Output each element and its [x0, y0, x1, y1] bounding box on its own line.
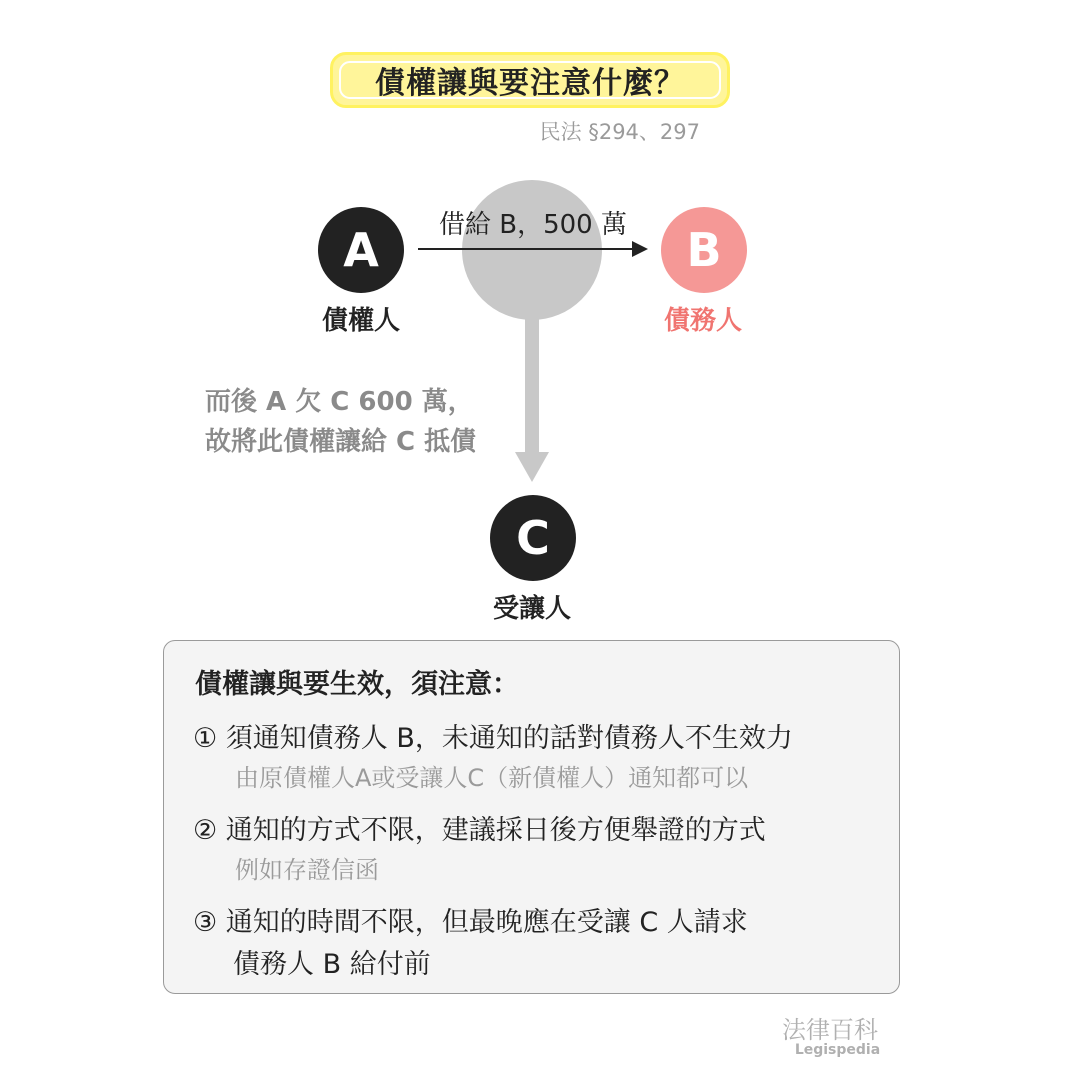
node-a-creditor	[318, 207, 404, 293]
notes-box-title: 債權讓與要生效，須注意：	[195, 669, 519, 700]
node-b-debtor	[661, 207, 747, 293]
note-item-3: ③ 通知的時間不限，但最晚應在受讓 C 人請求	[193, 907, 748, 938]
node-c-letter: C	[516, 511, 550, 565]
node-b-label: 債務人	[663, 306, 742, 336]
node-a-letter: A	[343, 223, 379, 277]
title-banner	[330, 52, 730, 108]
transfer-arrow-stem	[525, 318, 539, 454]
note-item-2: ② 通知的方式不限，建議採日後方便舉證的方式	[193, 815, 766, 846]
node-c-label: 受讓人	[492, 594, 571, 624]
transfer-note-line1: 而後 A 欠 C 600 萬，	[205, 387, 474, 417]
note-item-3-continued: 債務人 B 給付前	[233, 949, 431, 980]
page-title: 債權讓與要注意什麼？	[375, 66, 685, 101]
loan-arrow-head	[632, 241, 648, 257]
debt-claim-circle	[462, 180, 602, 320]
transfer-arrow-head	[515, 452, 549, 482]
note-item-1-sub: 由原債權人A或受讓人C（新債權人）通知都可以	[235, 764, 749, 792]
loan-arrow-line	[418, 248, 638, 250]
note-item-1: ① 須通知債務人 B，未通知的話對債務人不生效力	[193, 723, 793, 754]
node-b-letter: B	[686, 223, 722, 277]
node-c-assignee	[490, 495, 576, 581]
brand-logo-text: 法律百科	[782, 1016, 878, 1044]
transfer-note-line2: 故將此債權讓給 C 抵債	[205, 427, 477, 457]
note-item-2-sub: 例如存證信函	[235, 856, 379, 884]
legal-reference: 民法 §294、297	[539, 120, 700, 144]
transfer-note	[205, 382, 476, 462]
brand-logo-subtext: Legispedia	[794, 1042, 881, 1058]
node-a-label: 債權人	[321, 306, 400, 336]
loan-arrow-label: 借給 B，500 萬	[439, 210, 627, 240]
